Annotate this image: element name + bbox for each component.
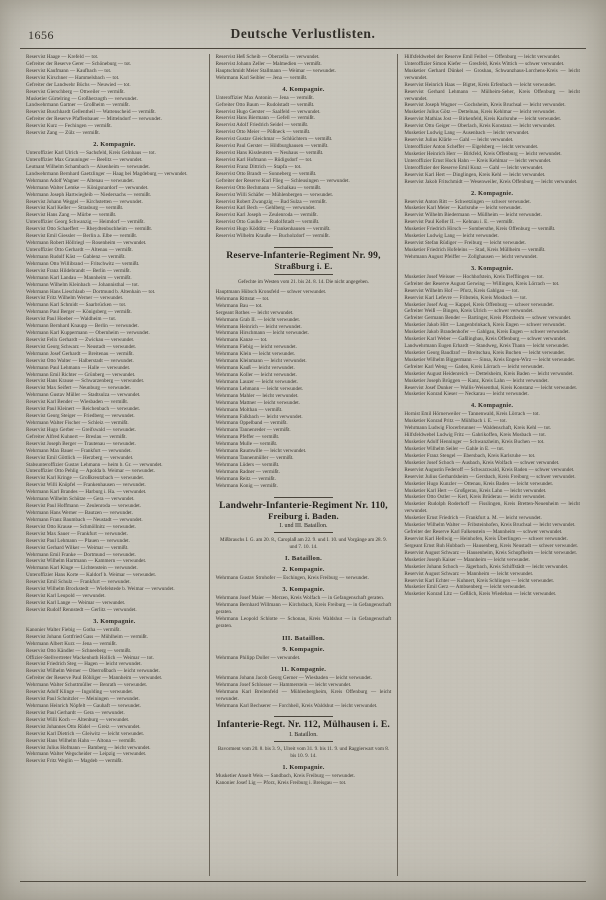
casualty-entry: Reservist Johann Gottfried Gass — Mühlheim — vermißt. <box>26 633 149 640</box>
casualty-entry: Unteroffizier Karl Ulrich — Sachsfeld, Kreis Gelnhaus — tot. <box>26 150 156 157</box>
casualty-entry: Wehrmann Albert Kurz — Jena — vermißt. <box>26 640 118 647</box>
casualty-entry: Wehrmann Mulle — vermißt. <box>215 441 278 448</box>
casualty-entry: Reservist Hans Krause — Schwarzenberg — verwundet. <box>26 378 145 385</box>
company-heading: 2. Kompagnie. <box>282 566 325 574</box>
casualty-entry: Hauptschmidt Meier Stallmann — Weimar — verwundet. <box>215 67 337 74</box>
casualty-entry: Reservist Franz Dittrich — Stapfa — tot. <box>215 163 302 170</box>
casualty-entry: Musketier Friedrich Hirsch — Sombersthe, Kreis Offenburg — vermißt. <box>404 226 556 233</box>
casualty-entry: Wehrmann Otto Willibrand — Fritschwitz — vermißt. <box>26 260 140 267</box>
casualty-entry: Landwehrmann Bernhard Gaetzlinger — Haag bei Magdeburg — verwundet. <box>26 170 188 177</box>
casualty-entry: Reservist Georg Schwarz — Neustadt — verwundet. <box>26 343 137 350</box>
casualty-entry: Wehrmann Walter Lemke — Königsnardorf — verwundet. <box>26 184 149 191</box>
casualty-entry: Wehrmann Raumwille — leicht verwundet. <box>215 448 307 455</box>
casualty-entry: Musketier Julius Götz — Dettelnau, Kreis Kehlmar — leicht verwundet. <box>404 109 556 116</box>
casualty-entry: Reservist Hans Wilhelm Hahn — Altona — vermißt. <box>26 737 137 744</box>
casualty-entry: Wehrmann Emil Franke — Dortmund — verwundet. <box>26 551 137 558</box>
casualty-entry: Reservist Julius Klärle — Gahl — leicht verwundet. <box>404 137 514 144</box>
casualty-entry: Reservist Anton Ritt — Schwetzingen — schwer verwundet. <box>404 198 531 205</box>
casualty-entry: Wehrmann Karl Seibler — Jena — vermißt. <box>215 74 308 81</box>
casualty-entry: Reservist Karl Bech — Gehlberg — verwundet. <box>215 205 316 212</box>
casualty-entry: Reservist Mathias Jost — Birkenfeld, Kreis Karlsruhe — leicht verwundet. <box>404 116 562 123</box>
casualty-entry: Reservist Joseph Berger — Trautenau — verwundet. <box>26 440 136 447</box>
casualty-entry: Reservist Hans Biermann — Gefell — vermißt. <box>215 115 315 122</box>
engagement-note: Mißbrauchs I. G. am 20. 8., Caroplaß am 22. 9. und I. 10. und Vorgänge am 28. 9. und 7. 10. 14. <box>220 536 387 550</box>
casualty-entry: Wehrmann Lauzer — leicht verwundet. <box>215 378 299 385</box>
casualty-entry: Reservist Karl Hellwig — Heinhofen, Kreis Überlingen — schwer verwundet. <box>404 536 568 542</box>
casualty-entry: Wehrmann Karl Schmidt — Saarbrücken — tot. <box>26 302 127 309</box>
casualty-entry: Wehrmann Radner — vermißt. <box>215 468 280 475</box>
casualty-entry: Reservist Karl Hert — Dinglingen, Kreis Kehl — leicht verwundet. <box>404 171 546 178</box>
casualty-entry: Reservist Heß Scheib — Oberzella — verwundet. <box>215 54 320 60</box>
heading-rule-top <box>274 247 334 248</box>
casualty-entry: Unteroffizier Anton Scheffer — Eigelsberg — leicht verwundet. <box>404 143 539 150</box>
casualty-entry: Wehrmann Johann Jacob Georg Gerner — Wiesbaden — leicht verwundet. <box>215 674 373 681</box>
page-title: Deutsche Verlustlisten. <box>230 26 376 41</box>
casualty-entry: Reservist Julius Gerhardsheim — Gersbach, Kreis Freiburg — schwer verwundet. <box>404 473 576 480</box>
casualty-entry: Unteroffizier Max Grauninger — Beelitz — verwundet. <box>26 156 143 163</box>
casualty-entry: Reservist Karl Lange — Weimar — verwundet. <box>26 599 126 606</box>
casualty-entry: Musketier Emil Gerz — Ambsenberg — leicht verwundet. <box>404 584 527 591</box>
casualty-entry: Reservist Johann Zeller — Malmedien — vermißt. <box>215 60 322 67</box>
casualty-entry: Reservist Zang — Zülz — vermißt. <box>26 130 101 137</box>
casualty-entry: Wehrmann August Pfeiffer — Zollghausen — leicht verwundet. <box>404 253 538 260</box>
casualty-entry: Wehrmann Gustav Müller — Stadtsulza — verwundet. <box>26 392 141 399</box>
casualty-entry: Reservist Karl Bender — Wiesbaden — vermißt. <box>26 399 129 406</box>
casualty-entry: Wehrmann Walter Wegscheider — Leipzig — verwundet. <box>26 751 147 758</box>
casualty-entry: Reservist Willi Schäfer — Mühlenbergen — verwundet. <box>215 191 334 198</box>
casualty-entry: Reservist Emil Schulz — Frankfurt — verwundet. <box>26 579 131 586</box>
casualty-entry: Reservist Paul Hoeber — Waldheim — tot. <box>26 316 117 323</box>
casualty-entry: Reservist Fritz Weglin — Magdeb — vermißt. <box>26 758 123 765</box>
casualty-entry: Reservist Stefan Rüdiger — Freiburg — leicht verwundet. <box>404 240 527 247</box>
casualty-entry: Musketier Konrad Kieser — Neckarau — leicht verwundet. <box>404 391 529 398</box>
casualty-entry: Hauptmann Hübsch Kronsfeld — schwer verwundet. <box>215 288 327 295</box>
casualty-entry: Reservist Hans Zang — Mürbe — vermißt. <box>26 212 117 219</box>
column-2 <box>209 54 398 876</box>
casualty-entry: Gefreiter der Reserve Karl Falkenstein — Mannheim — schwer verwundet. <box>404 529 563 536</box>
casualty-entry: Wehrmann Ludwig Flocerbrunner — Waldenschaft, Kreis Kehl — tot. <box>404 425 552 432</box>
casualty-entry: Reservist Friedrich Steg — Hagen — leicht verwundet. <box>26 661 142 668</box>
casualty-entry: Wehrmann Hans Lieschlaub — Dortmund b. Altenhain — tot. <box>26 288 156 295</box>
casualty-entry: Reservist Willi Knöpfel — Frankenhausen — verwundet. <box>26 482 146 489</box>
casualty-entry: Unteroffizier Hans Korte — Kaldorf b. Weimar — verwundet. <box>26 572 157 579</box>
casualty-entry: Reservist Franz Hildebrandt — Berlin — vermißt. <box>26 267 131 274</box>
regiment-subtitle: I. Bataillon. <box>289 732 318 739</box>
casualty-entry: Landwehrmann Gartner — Großheim — vermißt. <box>26 102 130 109</box>
regiment-name: Landwehr-Infanterie-Regiment Nr. 110, <box>219 500 388 511</box>
casualty-entry: Reservist Karl Echter — Kuhnert, Kreis Schlingen — leicht verwundet. <box>404 577 555 584</box>
casualty-entry: Reservist Wilhelm Hof — Pforz, Kreis Gahlgau — tot. <box>404 287 519 294</box>
casualty-entry: Reservist Karl Leupold — verwundet. <box>26 593 106 600</box>
casualty-entry: Reservist Kirschner — Hammelsbach — tot. <box>26 74 120 81</box>
casualty-entry: Kanonier Walter Fiebig — Gotha — vermißt. <box>26 626 121 633</box>
casualty-entry: Gefreiter Karl Weng — Gaden, Kreis Lörrach — leicht verwundet. <box>404 363 544 370</box>
regiment-name: Reserve-Infanterie-Regiment Nr. 99, <box>226 251 381 262</box>
column-1 <box>20 54 209 876</box>
casualty-entry: Reservist Wilhelm Biedermann — Müllheim — leicht verwundet. <box>404 212 542 219</box>
casualty-entry: Musketier Friedrich Hofeleins — Stad, Kreis Müllheim — vermißt. <box>404 246 546 253</box>
casualty-entry: Wehrmann Kleinmann — leicht verwundet. <box>215 358 307 365</box>
casualty-entry: Gefreiter der Landwehr Büchs — Neuwied — tot. <box>26 81 131 88</box>
casualty-entry: Reservist Otto Geiger — Oberlach, Kreis Konstanz — leicht verwundet. <box>404 123 556 130</box>
casualty-entry: Wehrmann Mattner — leicht verwundet. <box>215 399 301 406</box>
casualty-entry: Wehrmann Gustav Strohofer — Eschingen, Kreis Freiburg — verwundet. <box>215 575 369 582</box>
casualty-entry: Wehrmann Molthan — vermißt. <box>215 406 283 413</box>
casualty-entry: Wehrmann Karl Brandes — Harburg i. Ha. — verwundet. <box>26 489 147 496</box>
casualty-entry: Reservist Karl Lefevre — Fribstein, Kreis Mosbach — tot. <box>404 294 528 301</box>
page-header <box>22 28 584 48</box>
casualty-entry: Musketier Joseph Kaiser — Mannheim — leicht verwundet. <box>404 556 531 563</box>
casualty-entry: Wehrmann Fiebig — leicht verwundet. <box>215 344 297 351</box>
casualty-entry: Musketier Konrad Pritz — Mühlbach i. E. — tot. <box>404 418 507 425</box>
casualty-entry: Reservist Gustav Gleichmar — Schlüchtern — vermißt. <box>215 136 333 143</box>
casualty-entry: Musketier Josef Schoch — Ausbach, Kreis Wolfach — schwer verwundet. <box>404 459 560 466</box>
casualty-entry: Hornist Emil Hörnerweiler — Tannenwald, Kreis Lörrach — tot. <box>404 411 540 418</box>
casualty-entry: Unteroffizier Simon Kiefer — Gresfeld, Kreis Wittich — schwer verwundet. <box>404 60 565 67</box>
casualty-entry: Wehrmann Franz Baumbach — Neustadt — verwundet. <box>26 516 143 523</box>
casualty-entry: Unteroffizier Georg Schwanzig — Heimdorf — vermißt. <box>26 219 145 226</box>
casualty-entry: Wehrmann Falkbach — leicht verwundet. <box>215 413 303 420</box>
casualty-entry: Musketier Josef Weisser — Hochhofstein, Kreis Tiefflingen — tot. <box>404 273 544 280</box>
casualty-entry: Reservist Gerhard Wilker — Weimar — vermißt. <box>26 544 129 551</box>
regiment-heading <box>216 716 392 742</box>
company-heading: 4. Kompagnie. <box>471 402 514 410</box>
company-heading: 2. Kompagnie. <box>471 189 514 197</box>
casualty-entry: Wehrmann Josef Gerhardt — Breitenau — vermißt. <box>26 350 134 357</box>
casualty-entry: Reservist Jakob Fritschmidt — Wesenweiler, Kreis Offenburg — leicht verwundet. <box>404 178 578 185</box>
company-heading: 4. Kompagnie. <box>282 85 325 93</box>
casualty-entry: Wehrmann Hans Werner — Bautzen — verwundet. <box>26 510 133 516</box>
casualty-entry: Reservist Max Sauer — Frankfurt — verwundet. <box>26 530 128 537</box>
casualty-entry: Musketier Rudolph Roderhoff — Fisslingen, Kreis Bretten-Neuenheim — leicht verwundet. <box>404 501 580 515</box>
casualty-entry: Musketier August Heidenreich — Dettelsheim, Kreis Baden — leicht verwundet. <box>404 370 574 377</box>
casualty-entry: Wehrmann Josef Maier — Merzen, Kreis Wolfach — in Gefangenschaft geraten. <box>215 595 385 602</box>
casualty-entry: Reservist Karl Dietrich — Gleiwitz — leicht verwundet. <box>26 730 145 737</box>
casualty-entry: Reservist Karl Hofmann — Rüdigsdorf — tot. <box>215 156 313 163</box>
casualty-entry: Reservist Josef Dunker — Wallis-Weisenthal, Kreis Konstanz — leicht verwundet. <box>404 384 578 391</box>
casualty-entry: Reservist Wilhelm Werner — Oberroßbach — leicht verwundet. <box>26 668 160 675</box>
casualty-entry: Reservist August Schwarz — Mannheim — leicht verwundet. <box>404 570 534 577</box>
casualty-entry: Reservist Karl Keller — Strasburg — vermißt. <box>26 205 124 212</box>
casualty-entry: Musketier Konrad Litz — Geßlich, Kreis Wiedebau — leicht verwundet. <box>404 591 557 598</box>
casualty-entry: Reservist Hans Kissleutern — Neuhaus — vermißt. <box>215 150 324 157</box>
casualty-entry: Reservist Otto Bechmann — Schalkau — vermißt. <box>215 184 322 191</box>
casualty-entry: Reservist Haage — Krefeld — tot. <box>26 54 99 60</box>
heading-rule-top <box>274 497 334 498</box>
casualty-entry: Wehrmann Philipp Doller — verwundet. <box>215 654 301 661</box>
casualty-entry: Musketier Ludwig Lang — leicht verwundet. <box>404 233 499 240</box>
casualty-entry: Reservist Emil Göttlich — Herzberg — verwundet. <box>26 454 134 461</box>
casualty-entry: Reservist Robert Zwangzig — Bad Sulza — vermißt. <box>215 198 327 205</box>
casualty-entry: Reservist Wilhelm Krauße — Bucholzdorf — vermißt. <box>215 233 330 240</box>
casualty-entry: Wehrmann Tannenreder — vermißt. <box>215 427 291 434</box>
casualty-entry: Wehrmann Paul Lehmann — Halle — verwundet. <box>26 364 131 371</box>
casualty-entry: Musketier Jakob Hirt — Langenbrinkach, Kreis Engen — schwer verwundet. <box>404 322 566 329</box>
casualty-entry: Reservist Felix Gerhardt — Zwickau — verwundet. <box>26 336 135 343</box>
casualty-entry: Reservist Gerhard Lehmann — Mülheim-Seher, Kreis Offenburg — leicht verwundet. <box>404 88 580 102</box>
casualty-entry: Musketier Karl Meier — Karlsruhe — leicht verwundet. <box>404 205 523 212</box>
casualty-entry: Gefreiter Germann Bender — Bartinger, Kreis Pforzheim — schwer verwundet. <box>404 315 572 322</box>
casualty-entry: Reservist Otto Krause — Schmöllnitz — verwundet. <box>26 523 137 530</box>
casualty-entry: Unteroffizier Otto Pehlig — Apolda b. Weimar — verwundet. <box>26 468 156 475</box>
casualty-entry: Reservist Adolf Klinge — Ingolding — verwundet. <box>26 689 134 696</box>
casualty-entry: Reservist Buschhardt Gellentheil — Wattenscheid — vermißt. <box>26 109 156 116</box>
casualty-entry: Wehrmann Kauß — leicht verwundet. <box>215 365 295 372</box>
casualty-entry: Wehrmann Tannenmüller — vermißt. <box>215 455 294 462</box>
casualty-entry: Reservist Hugo Ködditz — Frankenhausen — vermißt. <box>215 226 331 233</box>
casualty-entry: Reservist Julius Hofmann — Bamberg — leicht verwundet. <box>26 744 151 751</box>
casualty-entry: Reservist Joseph Wagner — Gochsheim, Kreis Bruchsal — leicht verwundet. <box>404 102 566 109</box>
casualty-entry: Wehrmann Walter Fischer — Schleiz — vermißt. <box>26 420 129 427</box>
casualty-entry: Wehrmann Rudolf Käst — Gablenz — vermißt. <box>26 253 126 260</box>
casualty-entry: Reservist Paul Keller II. — Kehnau i. E. — vermißt. <box>404 219 514 226</box>
casualty-entry: Unteroffizier der Reserve Emil Kunz — Gahl — leicht verwundet. <box>404 164 544 171</box>
casualty-entry: Musketier Adolf Henninger — Schwanzheim, Kreis Buchen — tot. <box>404 439 545 446</box>
casualty-entry: Musketier Josef Aug — Kappel, Kreis Offenburg — schwer verwundet. <box>404 301 555 308</box>
regiment-location: Freiburg i. Baden. <box>268 510 339 521</box>
casualty-entry: Stabsunteroffizier Gustav Lehmann — heim b. Gr. — verwundet. <box>26 461 163 468</box>
casualty-entry: Wehrmann Leopold Schlotte — Schonau, Kreis Waldshut — in Gefangenschaft geraten. <box>215 616 392 630</box>
heading-rule-bottom <box>274 532 334 533</box>
casualty-entry: Wehrmann Adolf Wagner — Altenau — verwundet. <box>26 177 135 184</box>
casualty-entry: Wehrmann Grab II. — leicht verwundet. <box>215 316 301 323</box>
battalion-heading: I. Bataillon. <box>284 555 323 563</box>
casualty-entry: Musketier Franz Stengel — Ebersbach, Kreis Karlsruhe — tot. <box>404 452 536 459</box>
casualty-entry: Reservist Gierschberg — Ottweiler — vermißt. <box>26 88 125 95</box>
casualty-entry: Reservist Georg Steiger — Friedberg — verwundet. <box>26 413 135 420</box>
casualty-entry: Unteroffizier Max Antonin — Jena — vermißt. <box>215 94 315 101</box>
company-heading: 2. Kompagnie. <box>93 141 136 149</box>
engagement-note: Bavorment vom 20. 8. bis 3. 9., Ulreit vom 31. 9. bis 11. 9. und Raggierwart vom 8. bis 10. 9. 14. <box>217 746 390 760</box>
company-heading: 3. Kompagnie. <box>282 586 325 594</box>
casualty-entry: Reservist Karl Joseph — Zeulenroda — vermißt. <box>215 212 318 219</box>
casualty-entry: Sergeant Ernst Ruh Hubbach — Hausenberg, Kreis Neustadt — schwer verwundet. <box>404 542 579 549</box>
casualty-entry: Reservist Emil Giessler — Berlin a. Elbe — vermißt. <box>26 233 138 240</box>
casualty-entry: Musketier Jakob Brandenhofer — Gahlgau, Kreis Engen — schwer verwundet. <box>404 329 570 336</box>
casualty-entry: Reservist Otto Walter — Halberstadt — verwundet. <box>26 357 134 364</box>
casualty-entry: Musketier Wilhelm Biggermann — Sinsa, Kreis Engen-Wirz — leicht verwundet. <box>404 356 576 363</box>
casualty-entry: Musketier Ludwig Lang — Ausenbach — leicht verwundet. <box>404 130 530 137</box>
casualty-entry: Reservist Karl Kringe — Großkreutzbach — verwundet. <box>26 475 145 482</box>
company-heading: 1. Kompagnie. <box>282 764 325 772</box>
casualty-entry: Wehrmann Pfeffer — vermißt. <box>215 434 280 441</box>
casualty-entry: Wehrmann Mahler — leicht verwundet. <box>215 392 299 399</box>
casualty-entry: Wehrmann Max Bauer — Frankfurt — verwundet. <box>26 447 132 454</box>
casualty-entry: Gefreiter der Reserve Gerer — Schöneburg — tot. <box>26 60 132 67</box>
casualty-entry: Reservist Paul Hoffmann — Zeulenroda — verwundet. <box>26 503 142 510</box>
heading-rule-bottom <box>274 741 334 742</box>
regiment-heading <box>216 247 392 275</box>
casualty-entry: Leutnant Wilhelm Schambach — Alsenheim — verwundet. <box>26 163 151 170</box>
casualty-entry: Reservist Heinrich Haas — Bigtet, Kreis Erfenbach — leicht verwundet. <box>404 81 557 88</box>
casualty-entry: Reservist Paul Gerster — Hildburghausen — vermißt. <box>215 143 329 150</box>
casualty-entry: Gefreiter Alfred Kuhnert — Breslau — vermißt. <box>26 433 127 440</box>
casualty-entry: Gefreiter der Reserve August Gerwing — Willingen, Kreis Lörrach — tot. <box>404 280 560 287</box>
casualty-entry: Wehrmann Heinrich — leicht verwundet. <box>215 323 302 330</box>
casualty-entry: Wehrmann Karl Kuppermann — Obernheim — verwundet. <box>26 330 150 337</box>
casualty-entry: Sergeant Rothes — leicht verwundet. <box>215 309 294 316</box>
casualty-entry: Reservist Max Seifert — Neunburg — verwundet. <box>26 385 131 392</box>
footer-rule <box>20 881 586 882</box>
casualty-entry: Reservist Paul Gerhardt — Gera — verwundet. <box>26 709 125 716</box>
casualty-entry: Reservist Hugo Gerster — Saalfeld — verwundet. <box>215 108 321 115</box>
casualty-entry: Wehrmann Klein — leicht verwundet. <box>215 351 296 358</box>
casualty-entry: Wehrmann Karl Kluge — Lichtenstein — verwundet. <box>26 565 138 572</box>
casualty-entry: Wehrmann Hirschmann — leicht verwundet. <box>215 330 309 337</box>
heading-rule-top <box>274 716 334 717</box>
casualty-entry: Wehrmann Paul Berger — Königsberg — vermißt. <box>26 309 132 316</box>
heading-rule-bottom <box>274 274 334 275</box>
battalion-heading: III. Bataillon. <box>282 634 325 642</box>
casualty-entry: Wehrmann Reitz — vermißt. <box>215 475 276 482</box>
casualty-entry: Reservist Rudolf Rennstedt — Gerlitz — verwundet. <box>26 606 137 613</box>
casualty-entry: Hilfsfeldwebel Ludwig Fritz — Gahrikoffen, Kreis Mosbach — tot. <box>404 432 547 439</box>
casualty-entry: Landwehrmann Eugen Erhardt — Standweg, Kreis Thann — leicht verwundet. <box>404 343 570 350</box>
company-heading: 3. Kompagnie. <box>93 617 136 625</box>
casualty-entry: Wehrmann Karl Landau — Mannheim — vermißt. <box>26 274 132 281</box>
casualty-entry: Musketier Johann Schoch — Jägerbach, Kreis Schiffstädt — leicht verwundet. <box>404 563 569 570</box>
casualty-entry: Reservist Adolf Friedrich Seidel — vermißt. <box>215 122 309 129</box>
casualty-entry: Wehrmann Karl Breitenfeld — Mühlenbergheim, Kreis Offenburg — leicht verwundet. <box>215 688 392 702</box>
casualty-entry: Reservist Otto Schaeffert — Rheydtenbuchheim — vermißt. <box>26 226 153 233</box>
casualty-entry: Gefreiter Weiß — Bingen, Kreis Ulrich — schwer verwundet. <box>404 308 534 315</box>
casualty-entry: Wehrmann Karl Bechserer — Forchheil, Kreis Waldshut — leicht verwundet. <box>215 702 378 709</box>
folio-number: 1656 <box>28 28 54 42</box>
casualty-entry: Reservist Johann Weggel — Kirchstetten — verwundet. <box>26 198 143 205</box>
casualty-entry: Reservist Hugo Gerber — Greifswald — verwundet. <box>26 426 136 433</box>
casualty-entry: Wehrmann Wilhelm Kleinbach — Johannisthal — tot. <box>26 281 140 288</box>
casualty-entry: Musketier Joseph Brüggen — Kanz, Kreis Lahn — leicht verwundet. <box>404 377 549 384</box>
casualty-entry: Reservist Otto Brandt — Sonneberg — vermißt. <box>215 170 317 177</box>
column-container <box>20 54 586 876</box>
regiment-heading <box>216 497 392 533</box>
casualty-entry: Reservist Wilhelm Hartmann — Kammern — verwundet. <box>26 558 147 565</box>
casualty-entry: Wehrmann Robert Höllriegl — Rosenheim — verwundet. <box>26 240 147 247</box>
casualty-entry: Musketier Ernst Friedrich — Frankfurt a. M. — leicht verwundet. <box>404 515 542 522</box>
casualty-entry: Reservist Paul Kleinert — Reichenbach — verwundet. <box>26 406 141 413</box>
casualty-entry: Reservist Fritz Wilhelm Werner — verwundet. <box>26 295 124 302</box>
casualty-entry: Wehrmann Lüders — vermißt. <box>215 461 280 468</box>
casualty-entry: Musketier Gerhard Dünkel — Groshau, Schwanzhaus-Lorchens-Kreis — leicht verwundet. <box>404 67 580 81</box>
casualty-entry: Reservist Johannes Otto Rüdel — Greiz — verwundet. <box>26 723 141 730</box>
casualty-entry: Reservist August Schwarz — Hausenheim, Kreis Schopfheim — leicht verwundet. <box>404 549 578 556</box>
company-heading: 11. Kompagnie. <box>280 665 327 673</box>
casualty-entry: Wehrmann Kanze — tot. <box>215 337 268 344</box>
casualty-entry: Musketier Karl Hert — Großgerau, Kreis Lahn — leicht verwundet. <box>404 487 547 494</box>
casualty-entry: Reservist Augustin Federoff — Schwarzwald, Kreis Baden — schwer verwundet. <box>404 466 575 473</box>
casualty-entry: Reservist Kurz — Fechingen — vermißt. <box>26 123 112 130</box>
casualty-entry: Unteroffizier Otto Gerhardt — Altenau — vermißt. <box>26 246 133 253</box>
casualty-entry: Musketier Karl Weber — Gaßlinghau, Kreis Offenburg — schwer verwundet. <box>404 336 567 343</box>
company-heading: 3. Kompagnie. <box>471 264 514 272</box>
regiment-name: Infanterie-Regt. Nr. 112, Mülhausen i. E. <box>216 720 390 731</box>
casualty-entry: Reservist Otto Gaulke — Rudolfstadt — vermißt. <box>215 219 320 226</box>
casualty-entry: Reservist Paul Schnitzler — Meiningen — verwundet. <box>26 696 140 703</box>
casualty-entry: Wehrmann Wilhelm Schütze — Gera — verwundet. <box>26 496 135 503</box>
casualty-entry: Reservist Kaufmann — Kaufbach — tot. <box>26 67 112 74</box>
casualty-entry: Wehrmann Bernhard Knaupp — Berlin — verwundet. <box>26 323 139 330</box>
casualty-entry: Wehrmann Walter Schottmüller — Benrath — verwundet. <box>26 682 148 689</box>
casualty-entry: Musketier Heinrich Herr — Birkfeld, Kreis Offenburg — leicht verwundet. <box>404 150 562 157</box>
casualty-entry: Musketier Georg Baudlzof — Breitschau, Kreis Buchen — leicht verwundet. <box>404 349 566 356</box>
casualty-entry: Musketier Wilhelm Seiler — Gahle in E. — tot. <box>404 446 505 453</box>
casualty-entry: Reservist Otto Kändler — Schneeberg — vermißt. <box>26 647 132 654</box>
casualty-entry: Offizier-Stellvertreter Wackenhuth Hollich — Weimar — tot. <box>26 654 155 661</box>
casualty-entry: Gefreiter der Reserve Pfaffenbauer — Mittelndorf — verwundet. <box>26 116 162 123</box>
casualty-entry: Wehrmann Joseph Hartwiegleib — Niedersachs — vermißt. <box>26 191 152 198</box>
casualty-entry: Musketier Hugo Kunzler — Ottenau, Kreis Baden — leicht verwundet. <box>404 480 554 487</box>
casualty-entry: Musketier Wilhelm Walter — Fribsteinhofen, Kreis Bruchsal — leicht verwundet. <box>404 522 576 529</box>
casualty-entry: Wehrmann Bau — tot. <box>215 302 263 309</box>
casualty-entry: Gefreiter der Reserve Karl Flieg — Schleusingen — verwundet. <box>215 177 350 184</box>
column-3 <box>397 54 586 876</box>
casualty-entry: Hilfsfeldwebel der Reserve Emil Feibel — Offenburg — leicht verwundet. <box>404 54 561 60</box>
engagement-note: Gefechte im Westen vom 21. bis 24. 8. 14. Die nicht angegeben. <box>237 279 370 286</box>
casualty-entry: Wehrmann Emil Richter — Grünberg — verwundet. <box>26 371 136 378</box>
casualty-entry: Wehrmann Heinrich Nöpfelt — Gauhaft — verwundet. <box>26 702 142 709</box>
casualty-entry: Wehrmann Rittstat — tot. <box>215 295 270 302</box>
casualty-entry: Wehrmann Konig — vermißt. <box>215 482 278 489</box>
casualty-entry: Musketier Anselt Weis — Sandbach, Kreis Freiburg — verwundet. <box>215 773 356 780</box>
header-rule <box>20 48 586 49</box>
casualty-entry: Reservist Otto Meier — Pößneck — vermißt. <box>215 129 311 136</box>
casualty-entry: Musketier Gürtelring — Großherzogth — verwundet. <box>26 95 138 102</box>
company-heading: 9. Kompagnie. <box>282 645 325 653</box>
casualty-entry: Wehrmann Koller — leicht verwundet. <box>215 371 297 378</box>
regiment-subtitle: I. und III. Bataillon. <box>279 522 328 529</box>
casualty-entry: Gefreiter Otto Baum — Rudolstadt — vermißt. <box>215 101 315 108</box>
casualty-entry: Reservist Wilhelm Brockstedt — Wiefelstede b. Weimar — verwundet. <box>26 586 175 593</box>
regiment-location: Straßburg i. E. <box>274 261 333 272</box>
casualty-entry: Kanonier Josef Lig — Pforz, Kreis Freiburg i. Breisgau — tot. <box>215 780 347 787</box>
casualty-entry: Reservist Willi Koch — Altenburg — verwundet. <box>26 716 130 723</box>
casualty-entry: Reservist Paul Lehmann — Plauen — verwundet. <box>26 537 130 544</box>
casualty-entry: Wehrmann Josef Schlosser — Hammerstein — leicht verwundet. <box>215 681 352 688</box>
casualty-entry: Wehrmann Bernhard Willmann — Kirchsbach, Kreis Freiburg — in Gefangenschaft geraten. <box>215 602 392 616</box>
casualty-entry: Wehrmann Lehmann — leicht verwundet. <box>215 385 304 392</box>
casualty-entry: Unteroffizier Ernst Hock Hahn — Kreis Kehlmar — leicht verwundet. <box>404 157 552 164</box>
casualty-entry: Wehrmann Oppelband — vermißt. <box>215 420 288 427</box>
casualty-entry: Gefreiter der Reserve Paul Böhliger — Mannheim — verwundet. <box>26 675 163 682</box>
casualty-entry: Musketier Otto Ostler — Kerl, Kreis Brüderau — leicht verwundet. <box>404 494 546 501</box>
